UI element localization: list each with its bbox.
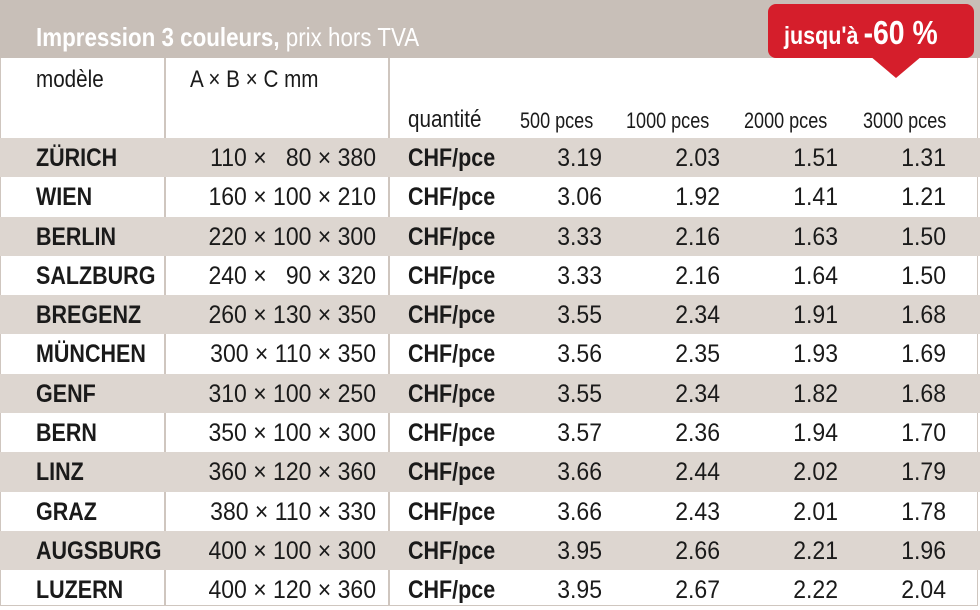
price-1000: 1.92 (675, 183, 720, 212)
table-row (0, 138, 980, 177)
price-3000: 1.79 (901, 458, 946, 487)
price-2000: 1.82 (793, 379, 838, 408)
price-2000: 2.21 (793, 536, 838, 565)
table-row (0, 413, 980, 452)
header-quantity: quantité (408, 106, 482, 133)
price-500: 3.19 (557, 144, 602, 172)
dimensions: 240 × 90 × 320 (208, 261, 376, 290)
price-3000: 1.31 (901, 144, 946, 172)
table-row (0, 295, 980, 334)
price-500: 3.56 (557, 340, 602, 369)
dimensions: 160 × 100 × 210 (208, 183, 376, 212)
price-1000: 2.44 (675, 458, 720, 487)
price-3000: 1.68 (901, 379, 946, 408)
title-light: prix hors TVA (279, 22, 420, 52)
price-1000: 2.16 (675, 261, 720, 290)
price-500: 3.33 (557, 261, 602, 290)
unit: CHF/pce (408, 261, 496, 290)
price-1000: 2.34 (675, 301, 720, 330)
price-3000: 1.50 (901, 222, 946, 251)
model-name: WIEN (36, 183, 93, 212)
price-1000: 2.43 (675, 497, 720, 526)
unit: CHF/pce (408, 183, 496, 212)
price-500: 3.66 (557, 458, 602, 487)
price-2000: 1.93 (793, 340, 838, 369)
header-dimensions: A × B × C mm (190, 66, 319, 93)
dimensions: 350 × 100 × 300 (208, 419, 376, 448)
price-500: 3.95 (557, 576, 602, 605)
header-q2000: 2000 pces (744, 108, 828, 133)
header-model: modèle (36, 66, 104, 93)
table-row (0, 334, 980, 373)
title-bold: Impression 3 couleurs, (36, 22, 280, 52)
model-name: AUGSBURG (36, 536, 162, 565)
price-table-body (0, 138, 980, 610)
table-row (0, 452, 980, 491)
table-row (0, 492, 980, 531)
price-1000: 2.67 (675, 576, 720, 605)
badge-value: -60 % (863, 14, 938, 51)
dimensions: 220 × 100 × 300 (208, 222, 376, 251)
model-name: BERN (36, 419, 97, 448)
unit: CHF/pce (408, 576, 496, 605)
price-500: 3.33 (557, 222, 602, 251)
table-row (0, 256, 980, 295)
dimensions: 260 × 130 × 350 (208, 301, 376, 330)
unit: CHF/pce (408, 536, 496, 565)
table-row (0, 217, 980, 256)
model-name: SALZBURG (36, 261, 156, 290)
unit: CHF/pce (408, 379, 496, 408)
model-name: GENF (36, 379, 96, 408)
dimensions: 400 × 100 × 300 (208, 536, 376, 565)
price-2000: 1.63 (793, 222, 838, 251)
unit: CHF/pce (408, 222, 496, 251)
badge-pointer (870, 56, 922, 78)
table-title (36, 22, 419, 53)
header-q500: 500 pces (520, 108, 594, 133)
unit: CHF/pce (408, 497, 496, 526)
price-1000: 2.36 (675, 419, 720, 448)
dimensions: 380 × 110 × 330 (210, 497, 376, 526)
price-1000: 2.34 (675, 379, 720, 408)
model-name: ZÜRICH (36, 144, 118, 172)
price-2000: 2.22 (793, 576, 838, 605)
dimensions: 300 × 110 × 350 (210, 340, 376, 369)
price-3000: 1.70 (901, 419, 946, 448)
dimensions: 400 × 120 × 360 (208, 576, 376, 605)
price-3000: 1.78 (901, 497, 946, 526)
unit: CHF/pce (408, 419, 496, 448)
price-3000: 1.69 (901, 340, 946, 369)
price-500: 3.57 (557, 419, 602, 448)
model-name: GRAZ (36, 497, 97, 526)
unit: CHF/pce (408, 458, 496, 487)
price-2000: 2.01 (793, 497, 838, 526)
price-1000: 2.03 (675, 144, 720, 172)
price-1000: 2.35 (675, 340, 720, 369)
model-name: MÜNCHEN (36, 340, 146, 369)
price-500: 3.55 (557, 379, 602, 408)
price-3000: 2.04 (901, 576, 946, 605)
price-2000: 1.41 (793, 183, 838, 212)
model-name: BREGENZ (36, 301, 142, 330)
price-2000: 1.51 (793, 144, 838, 172)
header-q1000: 1000 pces (626, 108, 710, 133)
dimensions: 110 × 80 × 380 (210, 144, 376, 172)
price-500: 3.06 (557, 183, 602, 212)
price-1000: 2.66 (675, 536, 720, 565)
table-row (0, 531, 980, 570)
price-500: 3.95 (557, 536, 602, 565)
price-3000: 1.96 (901, 536, 946, 565)
price-1000: 2.16 (675, 222, 720, 251)
header-q3000: 3000 pces (863, 108, 947, 133)
price-3000: 1.68 (901, 301, 946, 330)
price-2000: 1.91 (793, 301, 838, 330)
model-name: LINZ (36, 458, 84, 487)
price-500: 3.66 (557, 497, 602, 526)
table-row (0, 374, 980, 413)
badge-label: jusqu'à (784, 22, 859, 50)
table-row (0, 570, 980, 609)
price-500: 3.55 (557, 301, 602, 330)
price-3000: 1.50 (901, 261, 946, 290)
unit: CHF/pce (408, 144, 496, 172)
dimensions: 360 × 120 × 360 (208, 458, 376, 487)
unit: CHF/pce (408, 340, 496, 369)
discount-badge (768, 4, 974, 58)
dimensions: 310 × 100 × 250 (208, 379, 376, 408)
model-name: LUZERN (36, 576, 124, 605)
unit: CHF/pce (408, 301, 496, 330)
price-2000: 1.64 (793, 261, 838, 290)
model-name: BERLIN (36, 222, 117, 251)
table-row (0, 177, 980, 216)
price-2000: 2.02 (793, 458, 838, 487)
price-2000: 1.94 (793, 419, 838, 448)
price-3000: 1.21 (901, 183, 946, 212)
